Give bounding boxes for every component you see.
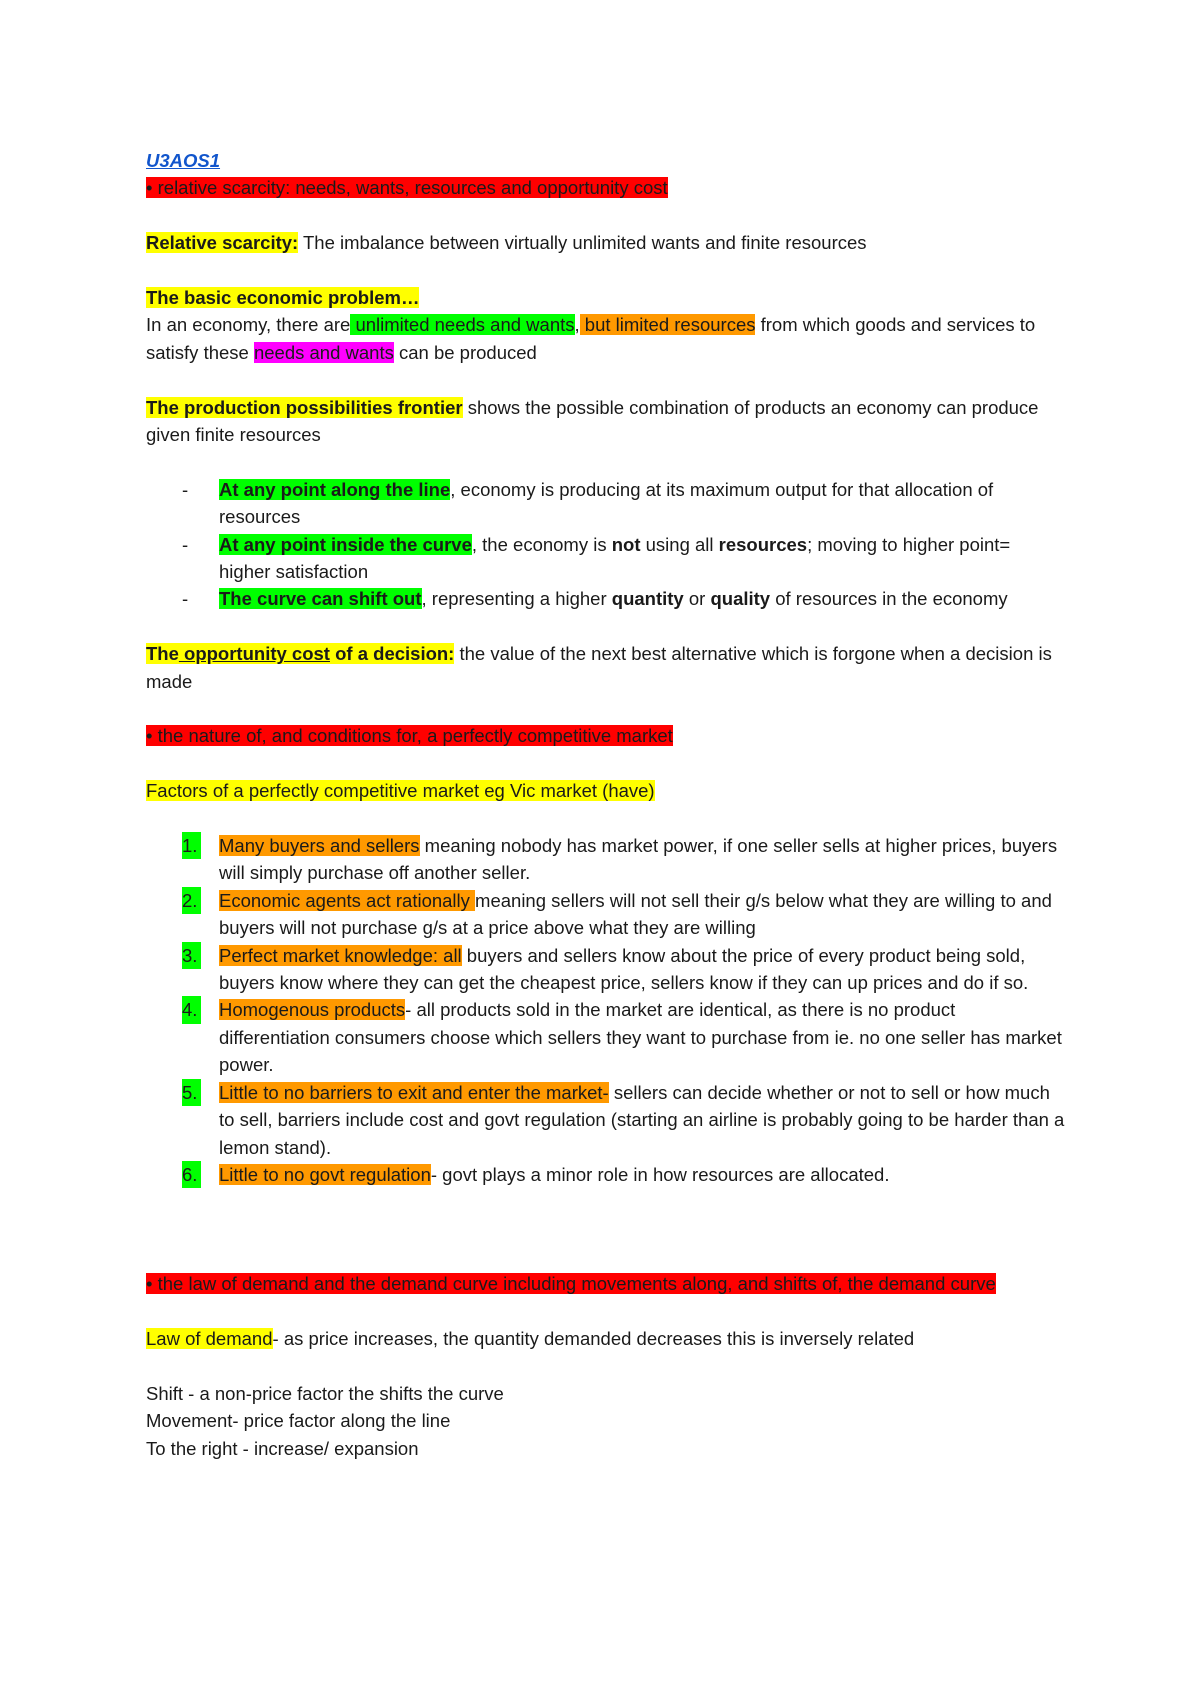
term-relative-scarcity: Relative scarcity: [146,232,299,254]
list-item: 4. Homogenous products- all products sold in the market are identical, as there is no product differentiation consumers choose which sellers they want to purchase from ie. no one seller has market power. [146,996,1066,1078]
relative-scarcity-definition: Relative scarcity: The imbalance between virtually unlimited wants and finite resources [146,232,867,254]
list-item: 1. Many buyers and sellers meaning nobody has market power, if one seller sells at higher prices, buyers will simply purchase off another seller. [146,832,1066,887]
section-heading-competitive-market: • the nature of, and conditions for, a perfectly competitive market [146,725,673,747]
opportunity-cost-definition: The opportunity cost of a decision: the value of the next best alternative which is forgone when a decision is made [146,643,1052,692]
list-item: 2. Economic agents act rationally meaning sellers will not sell their g/s below what they are willing to and buyers will not purchase g/s at a price above what they are willing [146,887,1066,942]
list-item: 5. Little to no barriers to exit and enter the market- sellers can decide whether or not to sell or how much to sell, barriers include cost and govt regulation (starting an airline is probably going to be harder than a lemon stand). [146,1079,1066,1161]
basic-problem-heading: The basic economic problem… [146,287,420,308]
ppf-definition: The production possibilities frontier shows the possible combination of products an economy can produce given finite resources [146,396,1039,446]
doc-title-line [146,147,1066,174]
list-item: - The curve can shift out, representing a higher quantity or quality of resources in the economy [182,588,1008,610]
list-item: - At any point along the line, economy is producing at its maximum output for that allocation of resources [182,478,994,528]
demand-line-shift: Shift - a non-price factor the shifts the curve [146,1383,504,1405]
law-of-demand: Law of demand- as price increases, the quantity demanded decreases this is inversely related [146,1328,915,1350]
ppf-points-list [146,476,1066,613]
pcm-heading: Factors of a perfectly competitive market eg Vic market (have) [146,780,655,802]
list-item: 3. Perfect market knowledge: all buyers and sellers know about the price of every product being sold, buyers know where they can get the cheapest price, sellers know if they can up prices and do if so. [146,942,1066,997]
section-heading-scarcity: • relative scarcity: needs, wants, resources and opportunity cost [146,177,668,199]
section-heading-demand: • the law of demand and the demand curve including movements along, and shifts of, the demand curve [146,1273,996,1295]
pcm-factors-list [146,832,1066,1188]
demand-line-right: To the right - increase/ expansion [146,1437,419,1459]
document-body [146,147,1066,1462]
list-item: 6. Little to no govt regulation- govt plays a minor role in how resources are allocated. [146,1161,1066,1188]
doc-title[interactable]: U3AOS1 [146,150,221,171]
demand-line-movement: Movement- price factor along the line [146,1410,451,1432]
list-item: - At any point inside the curve, the economy is not using all resources; moving to higher point= higher satisfaction [182,533,1011,583]
basic-problem-text: In an economy, there are unlimited needs and wants, but limited resources from which goods and services to satisfy these needs and wants can be produced [146,314,1036,363]
